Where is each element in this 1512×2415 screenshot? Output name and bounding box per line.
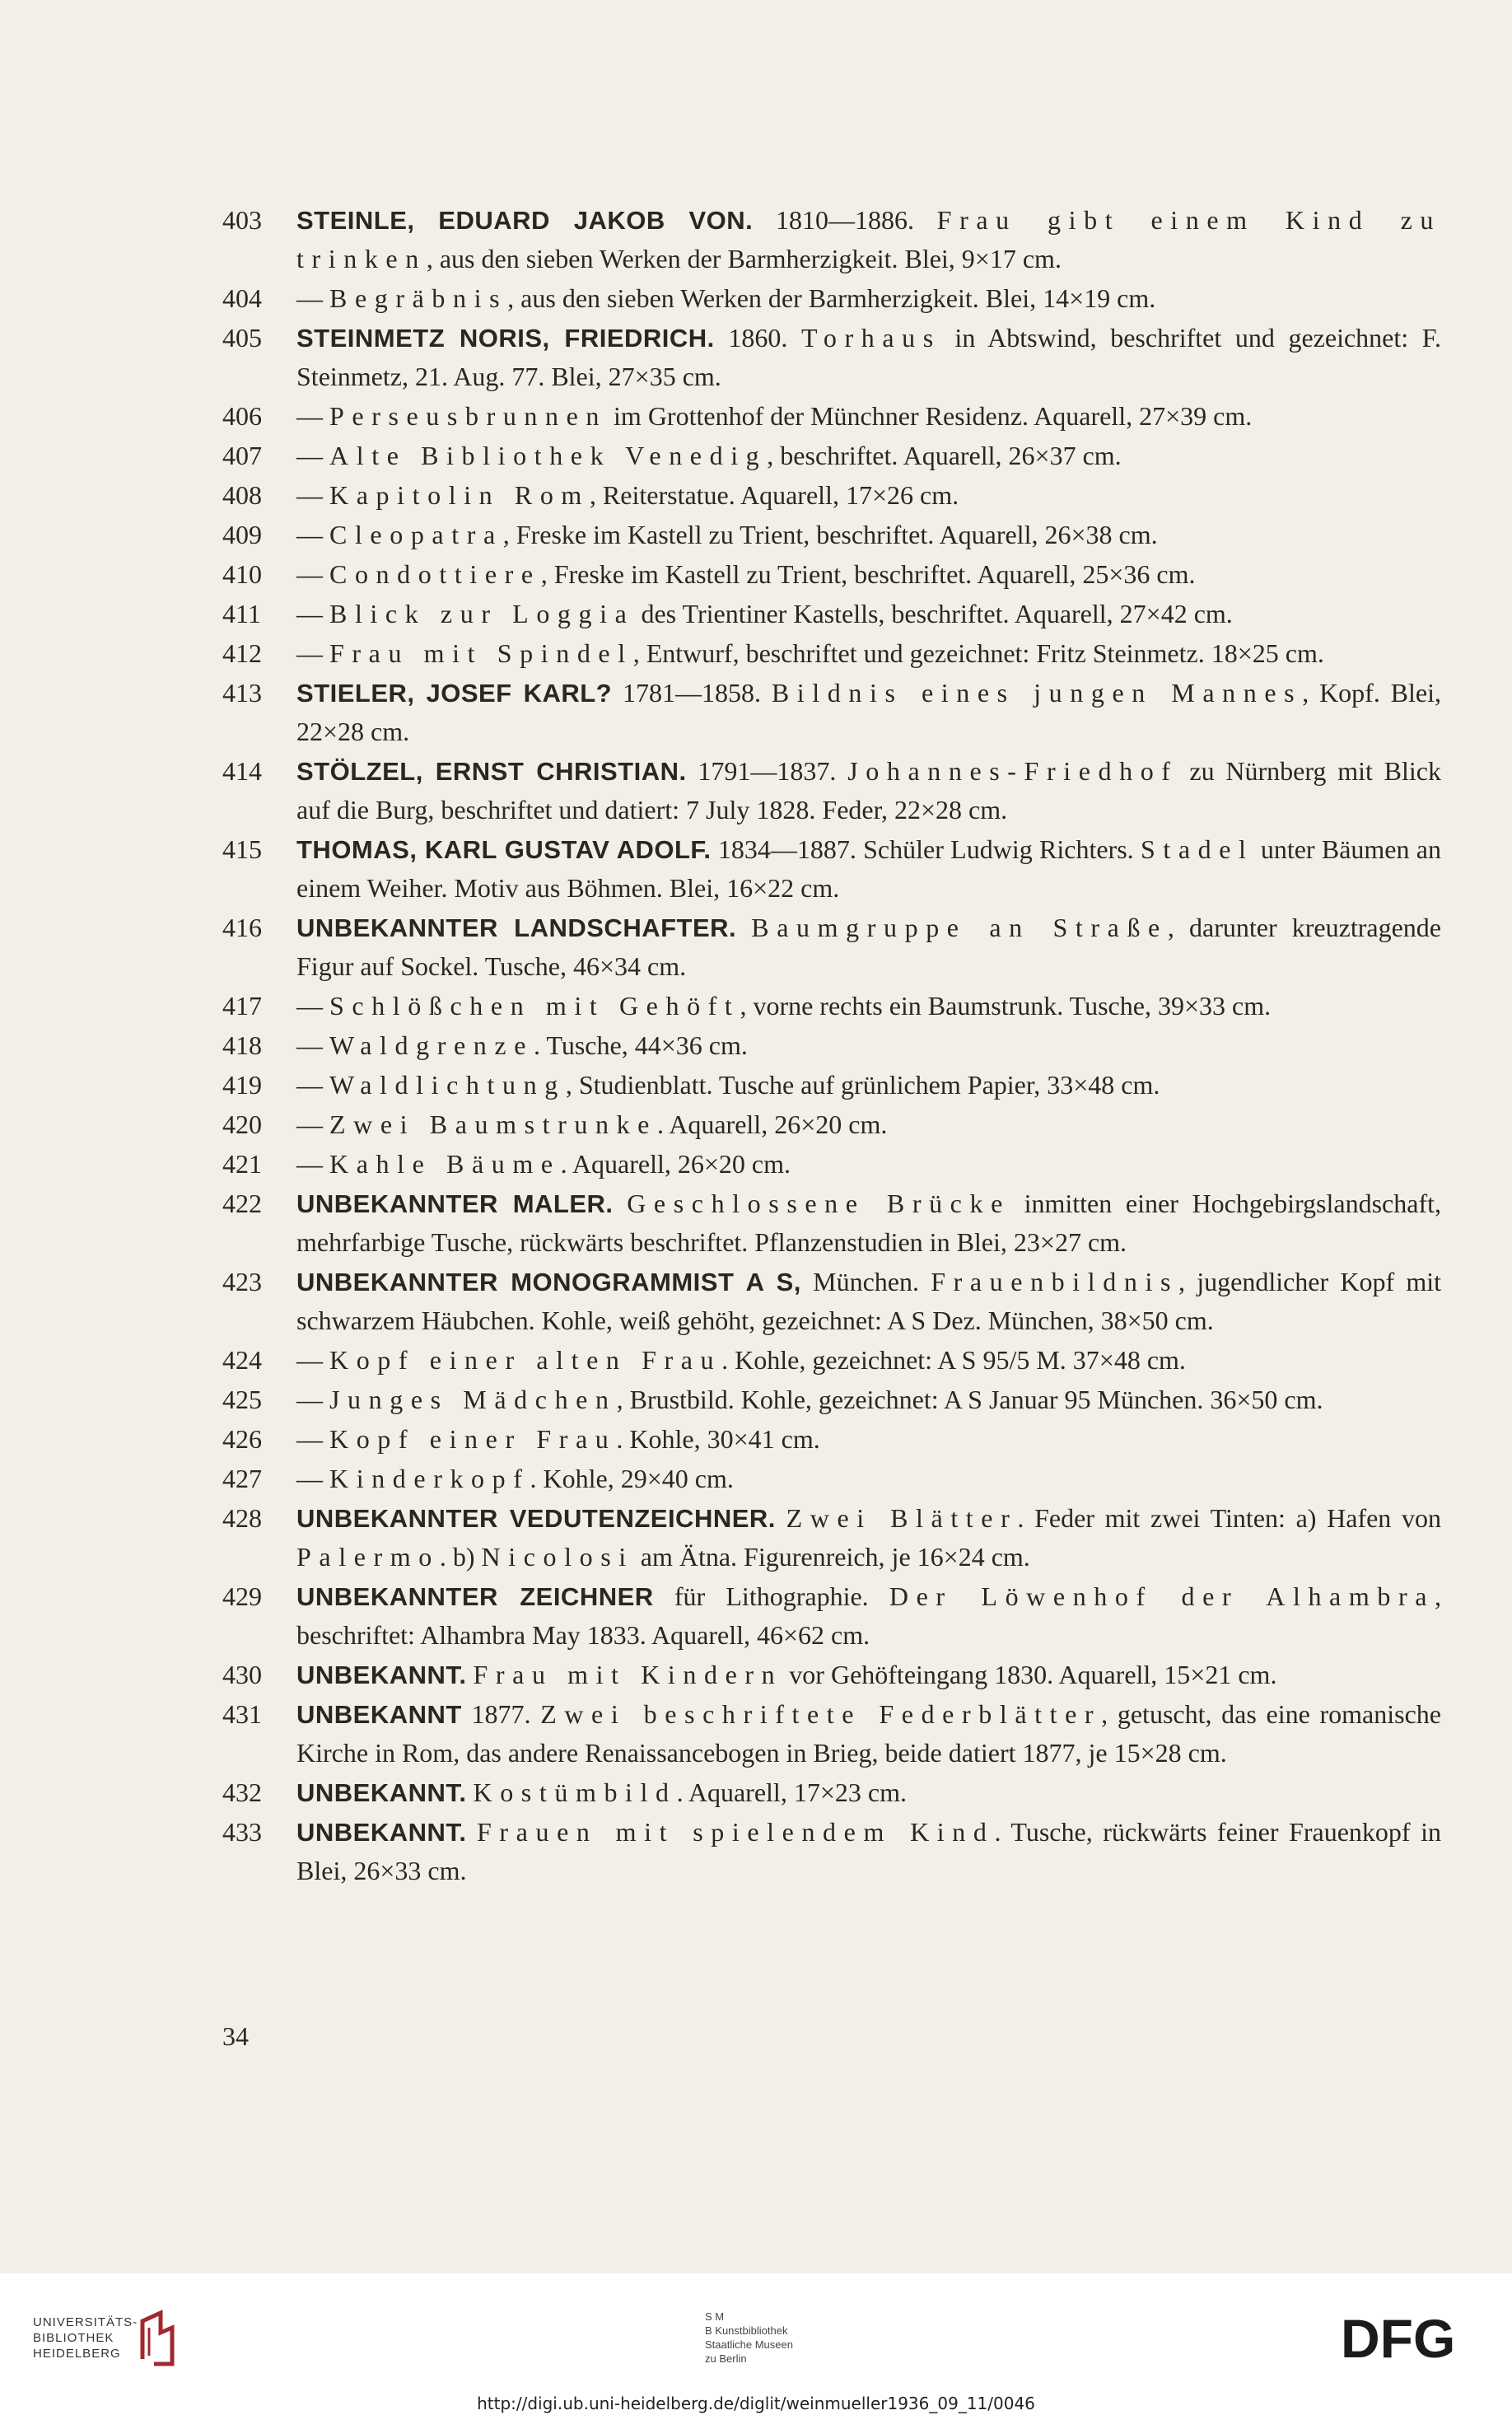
stamp-line: zu Berlin bbox=[705, 2352, 747, 2365]
stamp-line: S M bbox=[705, 2310, 725, 2323]
entry-text bbox=[296, 752, 1441, 829]
entry-text bbox=[296, 1380, 1441, 1419]
entry-description: 1834—1887. Schüler Ludwig Richters. bbox=[711, 834, 1141, 864]
catalog-entry bbox=[222, 1184, 1441, 1262]
entry-description: , aus den sieben Werken der Barmherzigkeit. Blei, 14×19 cm. bbox=[507, 283, 1156, 313]
entry-description: , Freske im Kastell zu Trient, beschriftet. Aquarell, 26×38 cm. bbox=[502, 520, 1158, 549]
work-title: Frauen mit spielendem Kind bbox=[477, 1817, 995, 1847]
catalog-entry bbox=[222, 1460, 1441, 1498]
work-title: Der Löwenhof der Alhambra bbox=[889, 1581, 1435, 1611]
entry-number: 421 bbox=[222, 1149, 262, 1179]
work-title: Kopf einer Frau bbox=[329, 1424, 617, 1454]
entry-text bbox=[296, 1499, 1441, 1577]
entry-number: 405 bbox=[222, 323, 262, 353]
entry-text bbox=[296, 1184, 1441, 1262]
work-title: Frau mit Kindern bbox=[473, 1660, 783, 1689]
entry-number: 431 bbox=[222, 1699, 262, 1729]
work-title: Palermo bbox=[296, 1542, 440, 1572]
page-number: 34 bbox=[222, 2021, 249, 2051]
entry-number: 427 bbox=[222, 1464, 262, 1493]
entry-description: , Reiterstatue. Aquarell, 17×26 cm. bbox=[589, 480, 959, 510]
catalog-entry bbox=[222, 1577, 1441, 1655]
entry-description: . b) bbox=[439, 1542, 482, 1572]
library-stamp bbox=[705, 2310, 870, 2366]
entry-description: . Tusche, rückwärts feiner Frauenkopf in Blei, 26×33 cm. bbox=[296, 1817, 1442, 1885]
entry-number: 423 bbox=[222, 1267, 262, 1296]
uni-logo-line: HEIDELBERG bbox=[33, 2347, 121, 2361]
entry-text bbox=[296, 1145, 1441, 1184]
entry-text bbox=[296, 830, 1441, 908]
work-title: Zwei Baumstrunke bbox=[329, 1109, 657, 1139]
entry-description: . Aquarell, 26×20 cm. bbox=[657, 1109, 888, 1139]
entry-number: 428 bbox=[222, 1503, 262, 1533]
entry-description: 1877. bbox=[461, 1699, 541, 1729]
dfg-logo-text: DFG bbox=[1341, 2308, 1456, 2366]
work-title: Zwei beschriftete Federblätter bbox=[540, 1699, 1102, 1729]
entry-number: 415 bbox=[222, 834, 262, 864]
entry-description: unter Bäumen an einem Weiher. Motiv aus Böhmen. Blei, 16×22 cm. bbox=[296, 834, 1441, 903]
work-title: Alte Bibliothek Venedig bbox=[329, 441, 768, 470]
entry-text bbox=[296, 1656, 1441, 1694]
entry-text bbox=[296, 1026, 1441, 1065]
artist-name: UNBEKANNTER LANDSCHAFTER. bbox=[296, 913, 737, 942]
entry-description: , getuscht, das eine romanische Kirche in Rom, das andere Renaissancebogen in Brieg, beide datiert 1877, je 15×28 cm. bbox=[296, 1699, 1442, 1768]
entry-description: im Grottenhof der Münchner Residenz. Aquarell, 27×39 cm. bbox=[607, 401, 1253, 431]
entry-text bbox=[296, 437, 1441, 475]
entry-description: 1781—1858. bbox=[612, 678, 772, 708]
entry-description: — bbox=[296, 559, 329, 589]
catalog-entry bbox=[222, 397, 1441, 436]
entry-description: — bbox=[296, 1030, 329, 1060]
catalog-entry bbox=[222, 279, 1441, 318]
university-seal-icon bbox=[136, 2310, 179, 2367]
entry-description: . Aquarell, 26×20 cm. bbox=[560, 1149, 791, 1179]
artist-name: STIELER, JOSEF KARL? bbox=[296, 679, 613, 708]
catalog-entry bbox=[222, 1145, 1441, 1184]
catalog-entry bbox=[222, 1420, 1441, 1459]
entry-description: — bbox=[296, 1385, 329, 1414]
uni-logo-line: BIBLIOTHEK bbox=[33, 2331, 114, 2345]
entry-number: 403 bbox=[222, 205, 262, 235]
entry-text bbox=[296, 1695, 1441, 1773]
work-title: Schlößchen mit Gehöft bbox=[329, 991, 740, 1021]
work-title: Frauenbildnis bbox=[931, 1267, 1179, 1296]
entry-text bbox=[296, 555, 1441, 594]
stamp-line: B Kunstbibliothek bbox=[705, 2324, 788, 2337]
catalog-entry bbox=[222, 1813, 1441, 1890]
entry-description: , beschriftet: Alhambra May 1833. Aquarell, 46×62 cm. bbox=[296, 1581, 1441, 1650]
catalog-entry bbox=[222, 319, 1441, 396]
entry-description: . Kohle, 30×41 cm. bbox=[616, 1424, 820, 1454]
entry-description: — bbox=[296, 1464, 329, 1493]
catalog-entry bbox=[222, 909, 1441, 986]
catalog-entry bbox=[222, 1026, 1441, 1065]
entry-number: 426 bbox=[222, 1424, 262, 1454]
catalog-entry bbox=[222, 752, 1441, 829]
work-title: Begräbnis bbox=[329, 283, 508, 313]
catalog-entry bbox=[222, 476, 1441, 515]
permalink-url[interactable]: http://digi.ub.uni-heidelberg.de/diglit/weinmueller1936_09_11/0046 bbox=[477, 2394, 1035, 2413]
catalog-entry bbox=[222, 1341, 1441, 1380]
entry-description: , Freske im Kastell zu Trient, beschriftet. Aquarell, 25×36 cm. bbox=[540, 559, 1196, 589]
entry-text bbox=[296, 1420, 1441, 1459]
entry-number: 411 bbox=[222, 599, 261, 628]
artist-name: UNBEKANNT. bbox=[296, 1661, 467, 1689]
dfg-logo[interactable] bbox=[1339, 2308, 1487, 2366]
catalog-entry bbox=[222, 634, 1441, 673]
entry-number: 404 bbox=[222, 283, 262, 313]
artist-name: STEINMETZ NORIS, FRIEDRICH. bbox=[296, 324, 715, 353]
entry-description bbox=[467, 1817, 478, 1847]
entry-number: 410 bbox=[222, 559, 262, 589]
entry-text bbox=[296, 319, 1441, 396]
catalog-entry bbox=[222, 674, 1441, 751]
catalog-entry bbox=[222, 1695, 1441, 1773]
entry-number: 418 bbox=[222, 1030, 262, 1060]
entry-description: — bbox=[296, 1424, 329, 1454]
entry-description: München. bbox=[800, 1267, 931, 1296]
entry-description: zu Nürnberg mit Blick auf die Burg, beschriftet und datiert: 7 July 1828. Feder, 22×28 cm. bbox=[296, 756, 1441, 824]
work-title: Blick zur Loggia bbox=[329, 599, 635, 628]
entry-description: — bbox=[296, 480, 329, 510]
entry-number: 425 bbox=[222, 1385, 262, 1414]
artist-name: STÖLZEL, ERNST CHRISTIAN. bbox=[296, 757, 687, 786]
entry-description: 1860. bbox=[714, 323, 801, 353]
catalog-entry bbox=[222, 1066, 1441, 1105]
entry-description: , Kopf. Blei, 22×28 cm. bbox=[296, 678, 1442, 746]
work-title: Kapitolin Rom bbox=[329, 480, 590, 510]
entry-text bbox=[296, 674, 1441, 751]
entry-text bbox=[296, 1813, 1441, 1890]
work-title: Perseusbrunnen bbox=[329, 401, 608, 431]
entry-text bbox=[296, 987, 1441, 1025]
artist-name: THOMAS, KARL GUSTAV ADOLF. bbox=[296, 835, 712, 864]
entry-text bbox=[296, 634, 1441, 673]
entry-number: 408 bbox=[222, 480, 262, 510]
entry-number: 432 bbox=[222, 1777, 262, 1807]
work-title: Junges Mädchen bbox=[329, 1385, 617, 1414]
entry-description bbox=[736, 913, 751, 942]
entry-text bbox=[296, 1105, 1441, 1144]
entry-description bbox=[614, 1189, 628, 1218]
catalog-entry bbox=[222, 1263, 1441, 1340]
work-title: Kopf einer alten Frau bbox=[329, 1345, 722, 1375]
entry-text bbox=[296, 279, 1441, 318]
entry-description: — bbox=[296, 991, 329, 1021]
entry-description: — bbox=[296, 283, 329, 313]
stamp-line: Staatliche Museen bbox=[705, 2338, 793, 2351]
entry-description: . Kohle, 29×40 cm. bbox=[530, 1464, 734, 1493]
entry-description: — bbox=[296, 1070, 329, 1100]
entry-description: . Aquarell, 17×23 cm. bbox=[676, 1777, 907, 1807]
entry-description: . Feder mit zwei Tinten: a) Hafen von bbox=[1017, 1503, 1442, 1533]
catalog-entry bbox=[222, 1773, 1441, 1812]
entry-description: , darunter kreuztragende Figur auf Sockel. Tusche, 46×34 cm. bbox=[296, 913, 1441, 981]
work-title: Kinderkopf bbox=[329, 1464, 530, 1493]
entry-description: , jugendlicher Kopf mit schwarzem Häubchen. Kohle, weiß gehöht, gezeichnet: A S Dez. München, 38×50 cm. bbox=[296, 1267, 1442, 1335]
work-title: Nicolosi bbox=[481, 1542, 634, 1572]
work-title: Frau gibt einem Kind zu trinken bbox=[296, 205, 1442, 273]
entry-description: des Trientiner Kastells, beschriftet. Aquarell, 27×42 cm. bbox=[634, 599, 1233, 628]
entry-number: 407 bbox=[222, 441, 262, 470]
work-title: Baumgruppe an Straße bbox=[751, 913, 1168, 942]
entry-description: , aus den sieben Werken der Barmherzigkeit. Blei, 9×17 cm. bbox=[426, 244, 1062, 273]
uni-logo-line: UNIVERSITÄTS- bbox=[33, 2315, 138, 2329]
entry-number: 422 bbox=[222, 1189, 262, 1218]
work-title: Zwei Blätter bbox=[786, 1503, 1018, 1533]
work-title: Waldgrenze bbox=[329, 1030, 534, 1060]
entry-description: , Entwurf, beschriftet und gezeichnet: Fritz Steinmetz. 18×25 cm. bbox=[632, 638, 1324, 668]
entry-number: 433 bbox=[222, 1817, 262, 1847]
entry-text bbox=[296, 397, 1441, 436]
entry-number: 406 bbox=[222, 401, 262, 431]
entry-number: 424 bbox=[222, 1345, 262, 1375]
artist-name: UNBEKANNTER MALER. bbox=[296, 1189, 614, 1218]
entry-text bbox=[296, 1263, 1441, 1340]
artist-name: UNBEKANNTER VEDUTENZEICHNER. bbox=[296, 1504, 776, 1533]
work-title: Kostümbild bbox=[473, 1777, 677, 1807]
work-title: Johannes-Friedhof bbox=[847, 756, 1178, 786]
entry-number: 417 bbox=[222, 991, 262, 1021]
entry-text bbox=[296, 595, 1441, 633]
entry-description: — bbox=[296, 599, 329, 628]
entry-number: 416 bbox=[222, 913, 262, 942]
artist-name: UNBEKANNT. bbox=[296, 1818, 467, 1847]
artist-name: UNBEKANNT. bbox=[296, 1778, 467, 1807]
entry-text bbox=[296, 1460, 1441, 1498]
entry-number: 429 bbox=[222, 1581, 262, 1611]
artist-name: STEINLE, EDUARD JAKOB VON. bbox=[296, 206, 754, 235]
entry-description bbox=[467, 1660, 474, 1689]
catalog-entry bbox=[222, 1499, 1441, 1577]
entry-description: 1791—1837. bbox=[686, 756, 848, 786]
entry-number: 430 bbox=[222, 1660, 262, 1689]
entry-text bbox=[296, 1577, 1441, 1655]
work-title: Waldlichtung bbox=[329, 1070, 566, 1100]
work-title: Stadel bbox=[1140, 834, 1254, 864]
entry-description: vor Gehöfteingang 1830. Aquarell, 15×21 cm. bbox=[782, 1660, 1277, 1689]
catalog-list bbox=[222, 201, 1441, 1891]
entry-number: 419 bbox=[222, 1070, 262, 1100]
entry-number: 412 bbox=[222, 638, 262, 668]
entry-description: , vorne rechts ein Baumstrunk. Tusche, 39×33 cm. bbox=[740, 991, 1272, 1021]
entry-description: — bbox=[296, 638, 329, 668]
entry-description: , beschriftet. Aquarell, 26×37 cm. bbox=[767, 441, 1122, 470]
entry-description: — bbox=[296, 441, 329, 470]
work-title: Torhaus bbox=[801, 323, 941, 353]
work-title: Geschlossene Brücke bbox=[627, 1189, 1010, 1218]
entry-description: , Studienblatt. Tusche auf grünlichem Papier, 33×48 cm. bbox=[565, 1070, 1160, 1100]
entry-description: 1810—1886. bbox=[753, 205, 937, 235]
entry-description: — bbox=[296, 1345, 329, 1375]
entry-number: 414 bbox=[222, 756, 262, 786]
entry-description: — bbox=[296, 520, 329, 549]
entry-description bbox=[776, 1503, 786, 1533]
entry-text bbox=[296, 1066, 1441, 1105]
entry-text bbox=[296, 516, 1441, 554]
catalog-entry bbox=[222, 1105, 1441, 1144]
entry-description: . Kohle, gezeichnet: A S 95/5 M. 37×48 cm. bbox=[721, 1345, 1186, 1375]
entry-description: in Abtswind, beschriftet und gezeichnet: F. Steinmetz, 21. Aug. 77. Blei, 27×35 cm. bbox=[296, 323, 1442, 391]
entry-description: . Tusche, 44×36 cm. bbox=[534, 1030, 748, 1060]
entry-description: — bbox=[296, 1109, 329, 1139]
entry-number: 420 bbox=[222, 1109, 262, 1139]
entry-description: inmitten einer Hochgebirgslandschaft, mehrfarbige Tusche, rückwärts beschriftet. Pflanzenstudien in Blei, 23×27 cm. bbox=[296, 1189, 1442, 1257]
entry-number: 413 bbox=[222, 678, 262, 708]
viewer-footer bbox=[0, 2273, 1512, 2415]
work-title: Kahle Bäume bbox=[329, 1149, 561, 1179]
catalog-entry bbox=[222, 1380, 1441, 1419]
entry-text bbox=[296, 1773, 1441, 1812]
catalog-entry bbox=[222, 987, 1441, 1025]
entry-description: — bbox=[296, 1149, 329, 1179]
catalog-entry bbox=[222, 1656, 1441, 1694]
work-title: Condottiere bbox=[329, 559, 541, 589]
entry-text bbox=[296, 1341, 1441, 1380]
catalog-entry bbox=[222, 595, 1441, 633]
entry-text bbox=[296, 201, 1441, 278]
entry-description: , Brustbild. Kohle, gezeichnet: A S Januar 95 München. 36×50 cm. bbox=[616, 1385, 1323, 1414]
catalog-entry bbox=[222, 201, 1441, 278]
entry-number: 409 bbox=[222, 520, 262, 549]
entry-text bbox=[296, 909, 1441, 986]
work-title: Bildnis eines jungen Mannes bbox=[771, 678, 1303, 708]
catalog-entry bbox=[222, 555, 1441, 594]
catalog-entry bbox=[222, 437, 1441, 475]
artist-name: UNBEKANNTER MONOGRAMMIST A S, bbox=[296, 1268, 801, 1296]
entry-text bbox=[296, 476, 1441, 515]
artist-name: UNBEKANNT bbox=[296, 1700, 462, 1729]
entry-description: am Ätna. Figurenreich, je 16×24 cm. bbox=[633, 1542, 1030, 1572]
artist-name: UNBEKANNTER ZEICHNER bbox=[296, 1582, 654, 1611]
work-title: Cleopatra bbox=[329, 520, 503, 549]
catalog-entry bbox=[222, 516, 1441, 554]
work-title: Frau mit Spindel bbox=[329, 638, 633, 668]
catalog-entry bbox=[222, 830, 1441, 908]
entry-description bbox=[467, 1777, 474, 1807]
entry-description: — bbox=[296, 401, 329, 431]
entry-description: für Lithographie. bbox=[653, 1581, 889, 1611]
